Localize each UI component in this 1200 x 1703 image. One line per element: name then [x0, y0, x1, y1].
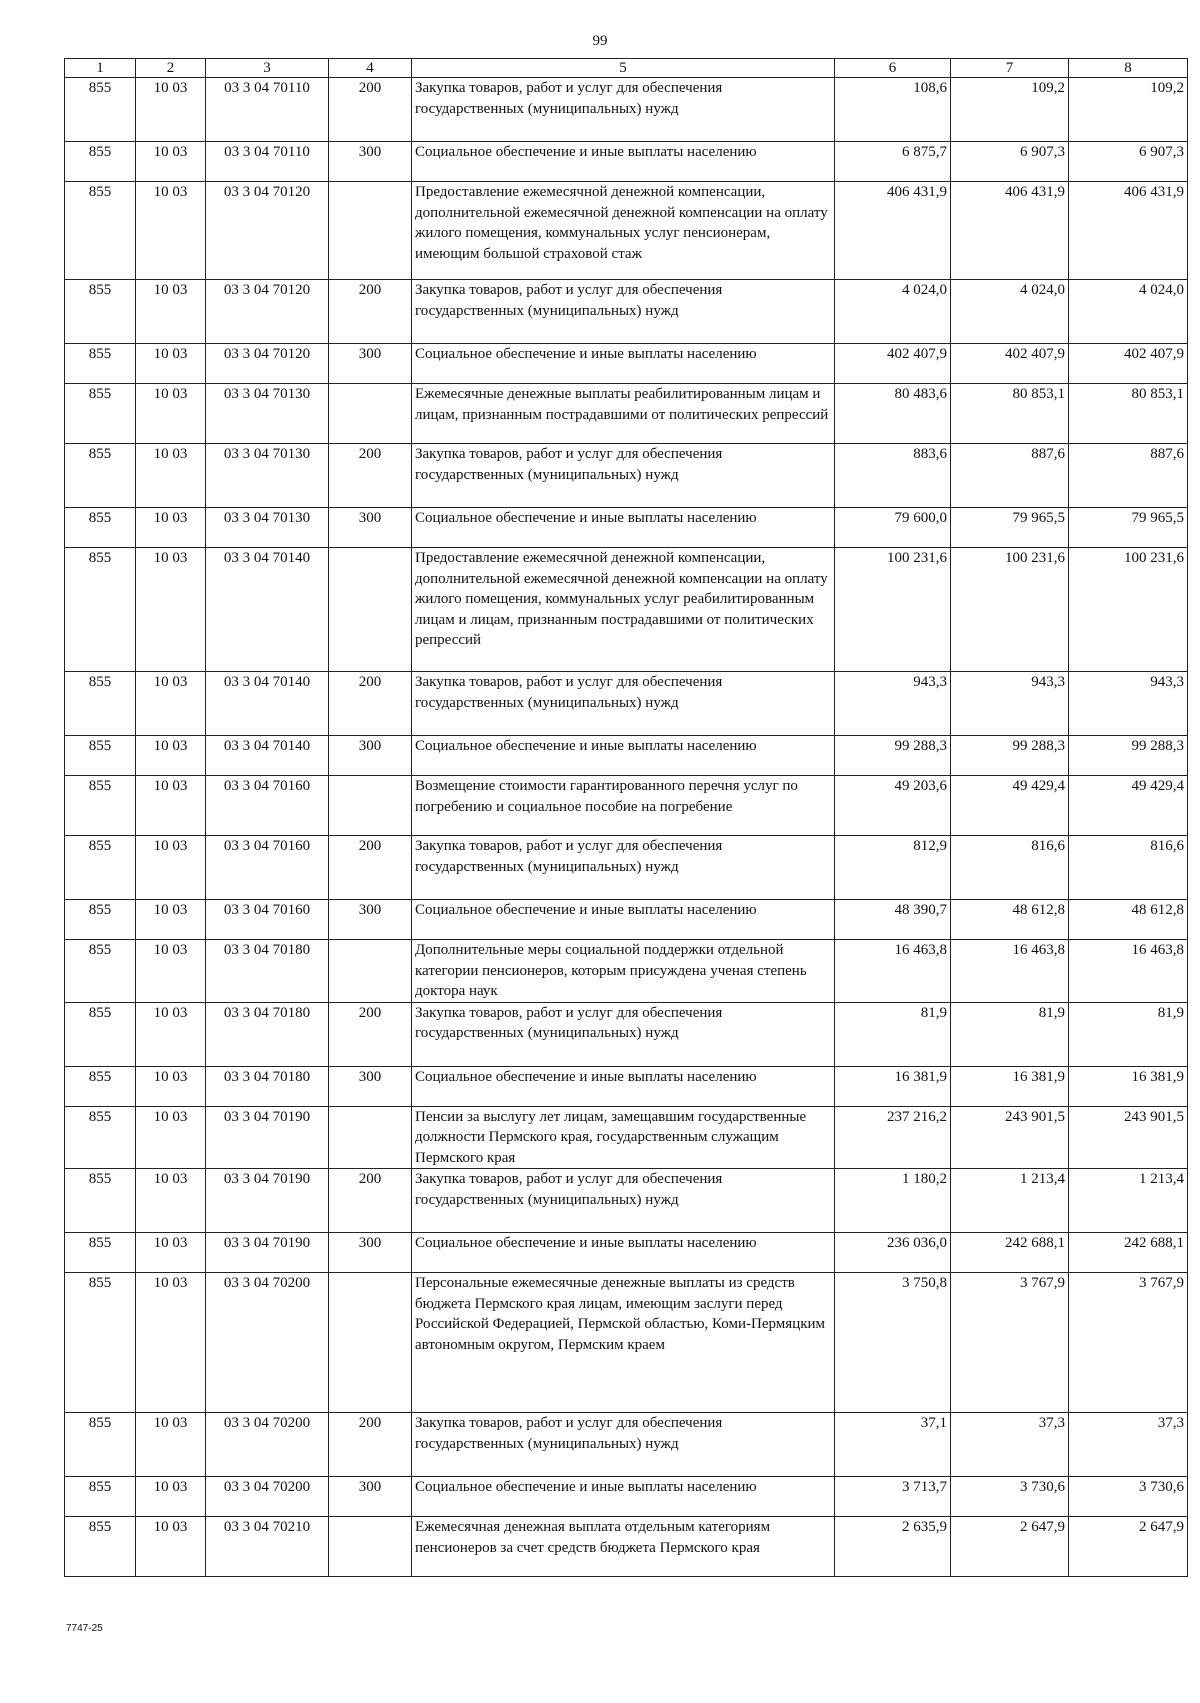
section-code: 10 03 — [136, 776, 206, 836]
amount-col-8: 99 288,3 — [1069, 736, 1188, 776]
table-row — [65, 1002, 1188, 1066]
admin-code: 855 — [65, 1233, 136, 1273]
amount-col-6: 81,9 — [835, 1002, 951, 1066]
expense-type — [329, 548, 412, 672]
table-body — [65, 78, 1188, 1577]
amount-col-6: 1 180,2 — [835, 1169, 951, 1233]
section-code: 10 03 — [136, 508, 206, 548]
admin-code: 855 — [65, 1477, 136, 1517]
target-article: 03 3 04 70190 — [206, 1169, 329, 1233]
amount-col-8: 887,6 — [1069, 444, 1188, 508]
target-article: 03 3 04 70200 — [206, 1413, 329, 1477]
amount-col-8: 242 688,1 — [1069, 1233, 1188, 1273]
expense-type — [329, 940, 412, 1003]
amount-col-7: 402 407,9 — [951, 344, 1069, 384]
amount-col-8: 406 431,9 — [1069, 182, 1188, 280]
item-name: Закупка товаров, работ и услуг для обеспечения государственных (муниципальных) нужд — [412, 444, 835, 508]
amount-col-6: 100 231,6 — [835, 548, 951, 672]
amount-col-7: 16 381,9 — [951, 1066, 1069, 1106]
table-row — [65, 508, 1188, 548]
amount-col-7: 1 213,4 — [951, 1169, 1069, 1233]
item-name: Социальное обеспечение и иные выплаты населению — [412, 1066, 835, 1106]
admin-code: 855 — [65, 182, 136, 280]
amount-col-6: 4 024,0 — [835, 280, 951, 344]
table-row — [65, 344, 1188, 384]
target-article: 03 3 04 70140 — [206, 548, 329, 672]
item-name: Закупка товаров, работ и услуг для обеспечения государственных (муниципальных) нужд — [412, 1169, 835, 1233]
table-row — [65, 776, 1188, 836]
amount-col-8: 37,3 — [1069, 1413, 1188, 1477]
amount-col-7: 79 965,5 — [951, 508, 1069, 548]
section-code: 10 03 — [136, 736, 206, 776]
amount-col-6: 3 750,8 — [835, 1273, 951, 1413]
target-article: 03 3 04 70190 — [206, 1233, 329, 1273]
table-row — [65, 1477, 1188, 1517]
item-name: Дополнительные меры социальной поддержки отдельной категории пенсионеров, которым присуждена ученая степень доктора наук — [412, 940, 835, 1003]
target-article: 03 3 04 70180 — [206, 1066, 329, 1106]
item-name: Социальное обеспечение и иные выплаты населению — [412, 142, 835, 182]
admin-code: 855 — [65, 900, 136, 940]
item-name: Закупка товаров, работ и услуг для обеспечения государственных (муниципальных) нужд — [412, 1002, 835, 1066]
target-article: 03 3 04 70180 — [206, 940, 329, 1003]
table-row — [65, 182, 1188, 280]
expense-type: 200 — [329, 1002, 412, 1066]
column-header-5: 5 — [412, 59, 835, 78]
admin-code: 855 — [65, 776, 136, 836]
admin-code: 855 — [65, 1413, 136, 1477]
admin-code: 855 — [65, 1106, 136, 1169]
item-name: Ежемесячная денежная выплата отдельным категориям пенсионеров за счет средств бюджета Пермского края — [412, 1517, 835, 1577]
section-code: 10 03 — [136, 1169, 206, 1233]
amount-col-7: 81,9 — [951, 1002, 1069, 1066]
expense-type — [329, 1106, 412, 1169]
expense-type: 200 — [329, 78, 412, 142]
amount-col-8: 16 381,9 — [1069, 1066, 1188, 1106]
amount-col-8: 48 612,8 — [1069, 900, 1188, 940]
amount-col-7: 6 907,3 — [951, 142, 1069, 182]
amount-col-7: 4 024,0 — [951, 280, 1069, 344]
amount-col-6: 883,6 — [835, 444, 951, 508]
admin-code: 855 — [65, 836, 136, 900]
item-name: Социальное обеспечение и иные выплаты населению — [412, 736, 835, 776]
item-name: Закупка товаров, работ и услуг для обеспечения государственных (муниципальных) нужд — [412, 672, 835, 736]
amount-col-8: 943,3 — [1069, 672, 1188, 736]
admin-code: 855 — [65, 1002, 136, 1066]
table-row — [65, 142, 1188, 182]
target-article: 03 3 04 70120 — [206, 280, 329, 344]
amount-col-7: 3 767,9 — [951, 1273, 1069, 1413]
amount-col-7: 406 431,9 — [951, 182, 1069, 280]
table-row — [65, 940, 1188, 1003]
expense-type: 200 — [329, 1413, 412, 1477]
expense-type: 300 — [329, 1477, 412, 1517]
target-article: 03 3 04 70130 — [206, 508, 329, 548]
expense-type: 200 — [329, 1169, 412, 1233]
target-article: 03 3 04 70160 — [206, 836, 329, 900]
column-header-1: 1 — [65, 59, 136, 78]
amount-col-7: 80 853,1 — [951, 384, 1069, 444]
table-header-row — [65, 59, 1188, 78]
item-name: Персональные ежемесячные денежные выплаты из средств бюджета Пермского края лицам, имеющим заслуги перед Российской Федерацией, Пермской областью, Коми-Пермяцким автономным округом, Пермским краем — [412, 1273, 835, 1413]
section-code: 10 03 — [136, 1233, 206, 1273]
section-code: 10 03 — [136, 548, 206, 672]
item-name: Пенсии за выслугу лет лицам, замещавшим государственные должности Пермского края, государственным служащим Пермского края — [412, 1106, 835, 1169]
amount-col-7: 100 231,6 — [951, 548, 1069, 672]
column-header-6: 6 — [835, 59, 951, 78]
section-code: 10 03 — [136, 672, 206, 736]
amount-col-7: 242 688,1 — [951, 1233, 1069, 1273]
expense-type — [329, 1273, 412, 1413]
amount-col-8: 4 024,0 — [1069, 280, 1188, 344]
column-header-8: 8 — [1069, 59, 1188, 78]
column-header-7: 7 — [951, 59, 1069, 78]
amount-col-6: 943,3 — [835, 672, 951, 736]
table-row — [65, 1517, 1188, 1577]
amount-col-7: 16 463,8 — [951, 940, 1069, 1003]
expense-type: 300 — [329, 1066, 412, 1106]
amount-col-7: 3 730,6 — [951, 1477, 1069, 1517]
target-article: 03 3 04 70210 — [206, 1517, 329, 1577]
amount-col-8: 16 463,8 — [1069, 940, 1188, 1003]
admin-code: 855 — [65, 672, 136, 736]
amount-col-7: 49 429,4 — [951, 776, 1069, 836]
table-row — [65, 736, 1188, 776]
section-code: 10 03 — [136, 1066, 206, 1106]
target-article: 03 3 04 70190 — [206, 1106, 329, 1169]
amount-col-7: 109,2 — [951, 78, 1069, 142]
amount-col-6: 37,1 — [835, 1413, 951, 1477]
admin-code: 855 — [65, 736, 136, 776]
target-article: 03 3 04 70140 — [206, 736, 329, 776]
amount-col-6: 236 036,0 — [835, 1233, 951, 1273]
amount-col-6: 80 483,6 — [835, 384, 951, 444]
target-article: 03 3 04 70130 — [206, 444, 329, 508]
table-row — [65, 1413, 1188, 1477]
amount-col-8: 243 901,5 — [1069, 1106, 1188, 1169]
table-row — [65, 836, 1188, 900]
admin-code: 855 — [65, 1066, 136, 1106]
admin-code: 855 — [65, 142, 136, 182]
section-code: 10 03 — [136, 344, 206, 384]
column-header-4: 4 — [329, 59, 412, 78]
section-code: 10 03 — [136, 1517, 206, 1577]
section-code: 10 03 — [136, 78, 206, 142]
expense-type — [329, 384, 412, 444]
target-article: 03 3 04 70130 — [206, 384, 329, 444]
section-code: 10 03 — [136, 940, 206, 1003]
expense-type: 300 — [329, 142, 412, 182]
admin-code: 855 — [65, 344, 136, 384]
target-article: 03 3 04 70140 — [206, 672, 329, 736]
amount-col-8: 816,6 — [1069, 836, 1188, 900]
amount-col-6: 48 390,7 — [835, 900, 951, 940]
target-article: 03 3 04 70120 — [206, 344, 329, 384]
target-article: 03 3 04 70200 — [206, 1477, 329, 1517]
section-code: 10 03 — [136, 280, 206, 344]
expense-type: 300 — [329, 900, 412, 940]
section-code: 10 03 — [136, 836, 206, 900]
amount-col-7: 48 612,8 — [951, 900, 1069, 940]
table-row — [65, 280, 1188, 344]
amount-col-7: 2 647,9 — [951, 1517, 1069, 1577]
amount-col-6: 2 635,9 — [835, 1517, 951, 1577]
item-name: Возмещение стоимости гарантированного перечня услуг по погребению и социальное пособие на погребение — [412, 776, 835, 836]
table-row — [65, 1233, 1188, 1273]
table-row — [65, 384, 1188, 444]
amount-col-8: 402 407,9 — [1069, 344, 1188, 384]
table-row — [65, 1106, 1188, 1169]
admin-code: 855 — [65, 444, 136, 508]
amount-col-6: 16 381,9 — [835, 1066, 951, 1106]
section-code: 10 03 — [136, 1413, 206, 1477]
amount-col-8: 100 231,6 — [1069, 548, 1188, 672]
target-article: 03 3 04 70200 — [206, 1273, 329, 1413]
amount-col-8: 49 429,4 — [1069, 776, 1188, 836]
target-article: 03 3 04 70180 — [206, 1002, 329, 1066]
amount-col-6: 79 600,0 — [835, 508, 951, 548]
section-code: 10 03 — [136, 384, 206, 444]
item-name: Предоставление ежемесячной денежной компенсации, дополнительной ежемесячной денежной компенсации на оплату жилого помещения, коммунальных услуг реабилитированным лицам и лицам, признанным пострадавшими от политических репрессий — [412, 548, 835, 672]
amount-col-8: 1 213,4 — [1069, 1169, 1188, 1233]
table-row — [65, 548, 1188, 672]
table-row — [65, 1169, 1188, 1233]
amount-col-6: 99 288,3 — [835, 736, 951, 776]
target-article: 03 3 04 70120 — [206, 182, 329, 280]
amount-col-8: 2 647,9 — [1069, 1517, 1188, 1577]
target-article: 03 3 04 70160 — [206, 900, 329, 940]
amount-col-8: 109,2 — [1069, 78, 1188, 142]
amount-col-6: 108,6 — [835, 78, 951, 142]
amount-col-8: 80 853,1 — [1069, 384, 1188, 444]
expense-type: 300 — [329, 1233, 412, 1273]
item-name: Социальное обеспечение и иные выплаты населению — [412, 508, 835, 548]
admin-code: 855 — [65, 940, 136, 1003]
expense-type: 300 — [329, 344, 412, 384]
item-name: Закупка товаров, работ и услуг для обеспечения государственных (муниципальных) нужд — [412, 280, 835, 344]
amount-col-8: 81,9 — [1069, 1002, 1188, 1066]
target-article: 03 3 04 70160 — [206, 776, 329, 836]
amount-col-6: 237 216,2 — [835, 1106, 951, 1169]
target-article: 03 3 04 70110 — [206, 78, 329, 142]
admin-code: 855 — [65, 78, 136, 142]
expense-type: 300 — [329, 736, 412, 776]
amount-col-7: 243 901,5 — [951, 1106, 1069, 1169]
target-article: 03 3 04 70110 — [206, 142, 329, 182]
amount-col-7: 99 288,3 — [951, 736, 1069, 776]
item-name: Закупка товаров, работ и услуг для обеспечения государственных (муниципальных) нужд — [412, 1413, 835, 1477]
admin-code: 855 — [65, 280, 136, 344]
admin-code: 855 — [65, 508, 136, 548]
section-code: 10 03 — [136, 182, 206, 280]
item-name: Предоставление ежемесячной денежной компенсации, дополнительной ежемесячной денежной компенсации на оплату жилого помещения, коммунальных услуг пенсионерам, имеющим большой страховой стаж — [412, 182, 835, 280]
expense-type — [329, 182, 412, 280]
admin-code: 855 — [65, 1169, 136, 1233]
table-row — [65, 444, 1188, 508]
amount-col-7: 887,6 — [951, 444, 1069, 508]
admin-code: 855 — [65, 1273, 136, 1413]
table-row — [65, 900, 1188, 940]
page-number: 99 — [592, 33, 608, 49]
table-row — [65, 78, 1188, 142]
admin-code: 855 — [65, 384, 136, 444]
item-name: Закупка товаров, работ и услуг для обеспечения государственных (муниципальных) нужд — [412, 836, 835, 900]
item-name: Социальное обеспечение и иные выплаты населению — [412, 1233, 835, 1273]
amount-col-8: 79 965,5 — [1069, 508, 1188, 548]
footer-code: 7747-25 — [66, 1623, 103, 1634]
amount-col-8: 3 730,6 — [1069, 1477, 1188, 1517]
amount-col-8: 6 907,3 — [1069, 142, 1188, 182]
amount-col-6: 402 407,9 — [835, 344, 951, 384]
item-name: Ежемесячные денежные выплаты реабилитированным лицам и лицам, признанным пострадавшими от политических репрессий — [412, 384, 835, 444]
expense-type: 200 — [329, 836, 412, 900]
amount-col-6: 49 203,6 — [835, 776, 951, 836]
section-code: 10 03 — [136, 1273, 206, 1413]
amount-col-7: 37,3 — [951, 1413, 1069, 1477]
column-header-3: 3 — [206, 59, 329, 78]
column-header-2: 2 — [136, 59, 206, 78]
section-code: 10 03 — [136, 1002, 206, 1066]
amount-col-6: 3 713,7 — [835, 1477, 951, 1517]
item-name: Социальное обеспечение и иные выплаты населению — [412, 1477, 835, 1517]
table-row — [65, 1273, 1188, 1413]
amount-col-7: 943,3 — [951, 672, 1069, 736]
budget-table — [64, 58, 1188, 1577]
section-code: 10 03 — [136, 1106, 206, 1169]
amount-col-6: 6 875,7 — [835, 142, 951, 182]
admin-code: 855 — [65, 548, 136, 672]
item-name: Социальное обеспечение и иные выплаты населению — [412, 344, 835, 384]
table-row — [65, 672, 1188, 736]
section-code: 10 03 — [136, 1477, 206, 1517]
expense-type: 200 — [329, 444, 412, 508]
item-name: Закупка товаров, работ и услуг для обеспечения государственных (муниципальных) нужд — [412, 78, 835, 142]
amount-col-8: 3 767,9 — [1069, 1273, 1188, 1413]
expense-type: 300 — [329, 508, 412, 548]
expense-type: 200 — [329, 280, 412, 344]
expense-type — [329, 1517, 412, 1577]
amount-col-6: 16 463,8 — [835, 940, 951, 1003]
amount-col-7: 816,6 — [951, 836, 1069, 900]
admin-code: 855 — [65, 1517, 136, 1577]
expense-type: 200 — [329, 672, 412, 736]
expense-type — [329, 776, 412, 836]
table-row — [65, 1066, 1188, 1106]
section-code: 10 03 — [136, 142, 206, 182]
section-code: 10 03 — [136, 900, 206, 940]
item-name: Социальное обеспечение и иные выплаты населению — [412, 900, 835, 940]
section-code: 10 03 — [136, 444, 206, 508]
amount-col-6: 406 431,9 — [835, 182, 951, 280]
amount-col-6: 812,9 — [835, 836, 951, 900]
